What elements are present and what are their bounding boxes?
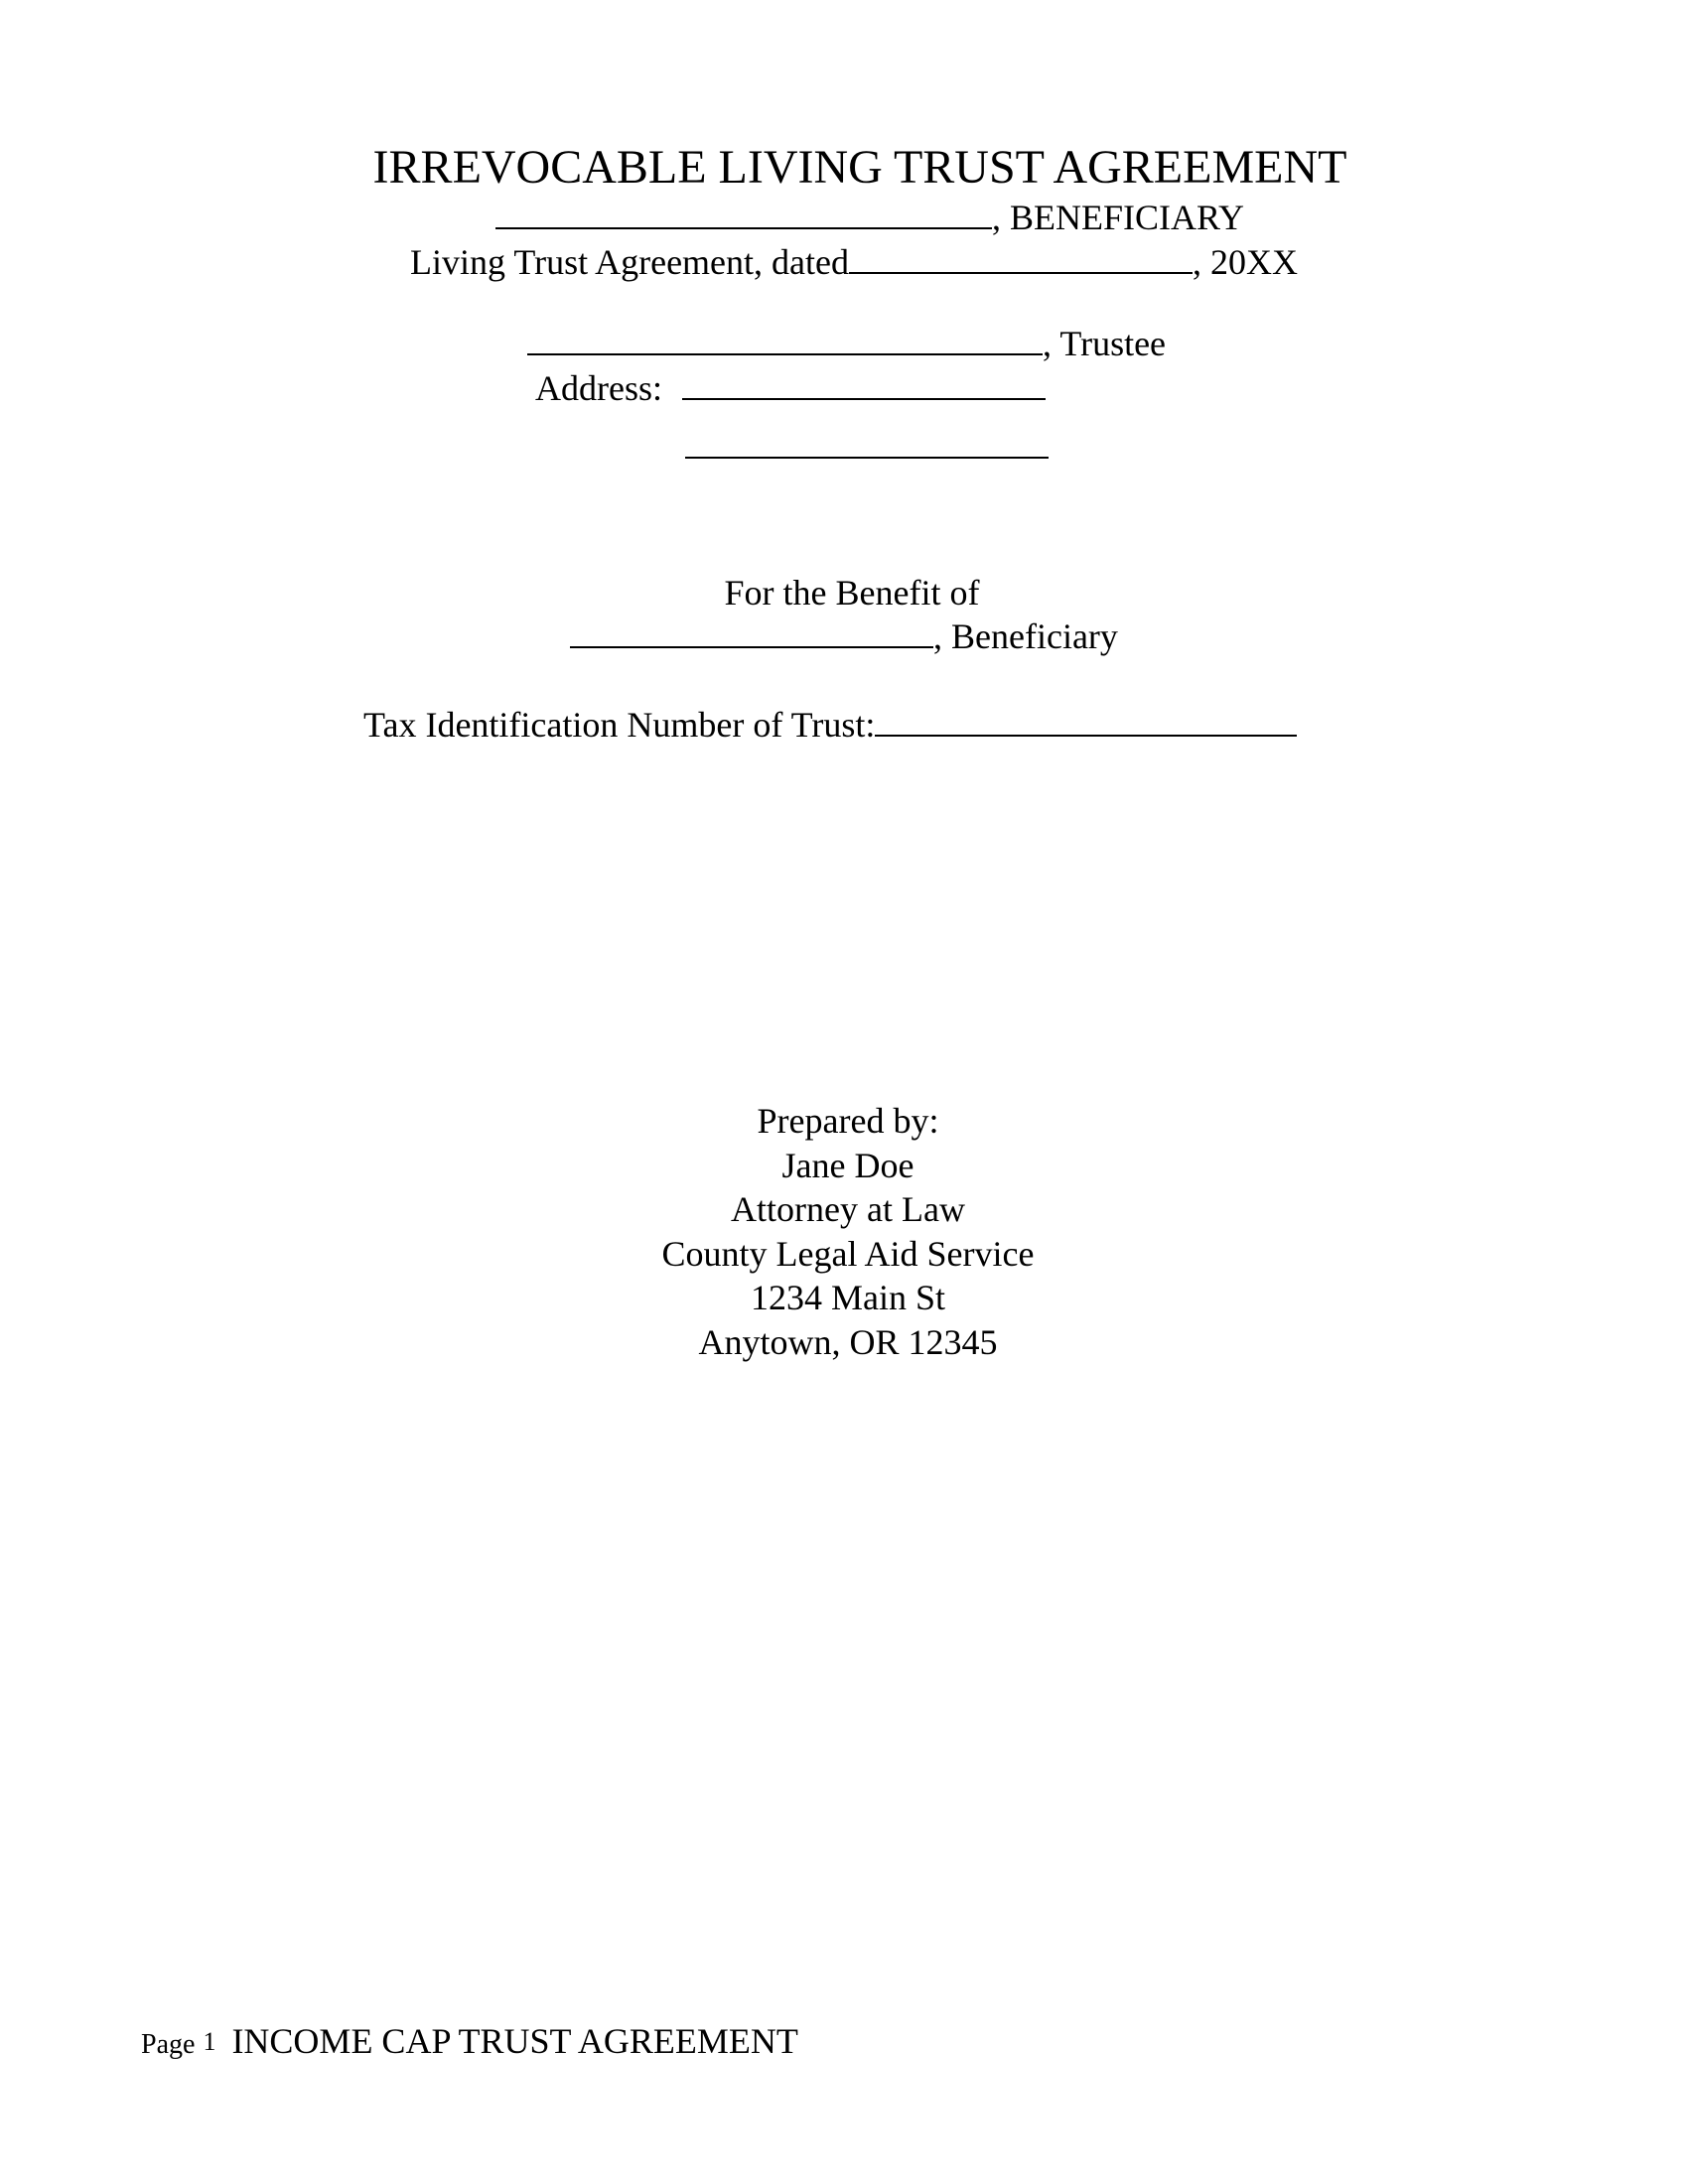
footer-page-label: Page <box>141 2029 196 2060</box>
beneficiary-suffix: , BENEFICIARY <box>991 198 1245 237</box>
trustee-suffix: , Trustee <box>1043 324 1167 363</box>
tax-id-line <box>363 707 1297 743</box>
footer-document-name: INCOME CAP TRUST AGREEMENT <box>231 2021 798 2061</box>
address-label: Address: <box>535 368 662 408</box>
address-line-2 <box>685 429 1049 465</box>
tax-id-label: Tax Identification Number of Trust: <box>363 705 876 745</box>
address-blank-1[interactable] <box>682 370 1046 400</box>
preparer-city-state-zip: Anytown, OR 12345 <box>698 1322 998 1362</box>
dated-prefix: Living Trust Agreement, dated <box>410 242 849 282</box>
page-footer <box>141 2023 798 2059</box>
benefit-beneficiary-blank[interactable] <box>570 618 933 648</box>
date-blank[interactable] <box>849 244 1193 274</box>
address-blank-2[interactable] <box>685 429 1049 459</box>
document-title: IRREVOCABLE LIVING TRUST AGREEMENT <box>372 141 1347 194</box>
benefit-beneficiary-suffix: , Beneficiary <box>933 616 1118 656</box>
beneficiary-line <box>26 200 1688 235</box>
benefit-heading: For the Benefit of <box>724 573 980 613</box>
trustee-line <box>527 326 1166 361</box>
footer-page-number: 1 <box>203 2027 216 2056</box>
trustee-name-blank[interactable] <box>527 326 1043 355</box>
dated-line <box>10 244 1688 280</box>
address-line-1 <box>535 370 1046 406</box>
preparer-organization: County Legal Aid Service <box>661 1234 1035 1274</box>
preparer-street: 1234 Main St <box>750 1278 945 1317</box>
beneficiary-name-blank[interactable] <box>495 200 992 229</box>
preparer-name: Jane Doe <box>781 1146 914 1185</box>
preparer-title: Attorney at Law <box>731 1189 965 1229</box>
dated-suffix: , 20XX <box>1192 242 1298 282</box>
benefit-beneficiary-line <box>570 618 1118 654</box>
prepared-by-label: Prepared by: <box>757 1101 939 1141</box>
tax-id-blank[interactable] <box>875 707 1297 737</box>
